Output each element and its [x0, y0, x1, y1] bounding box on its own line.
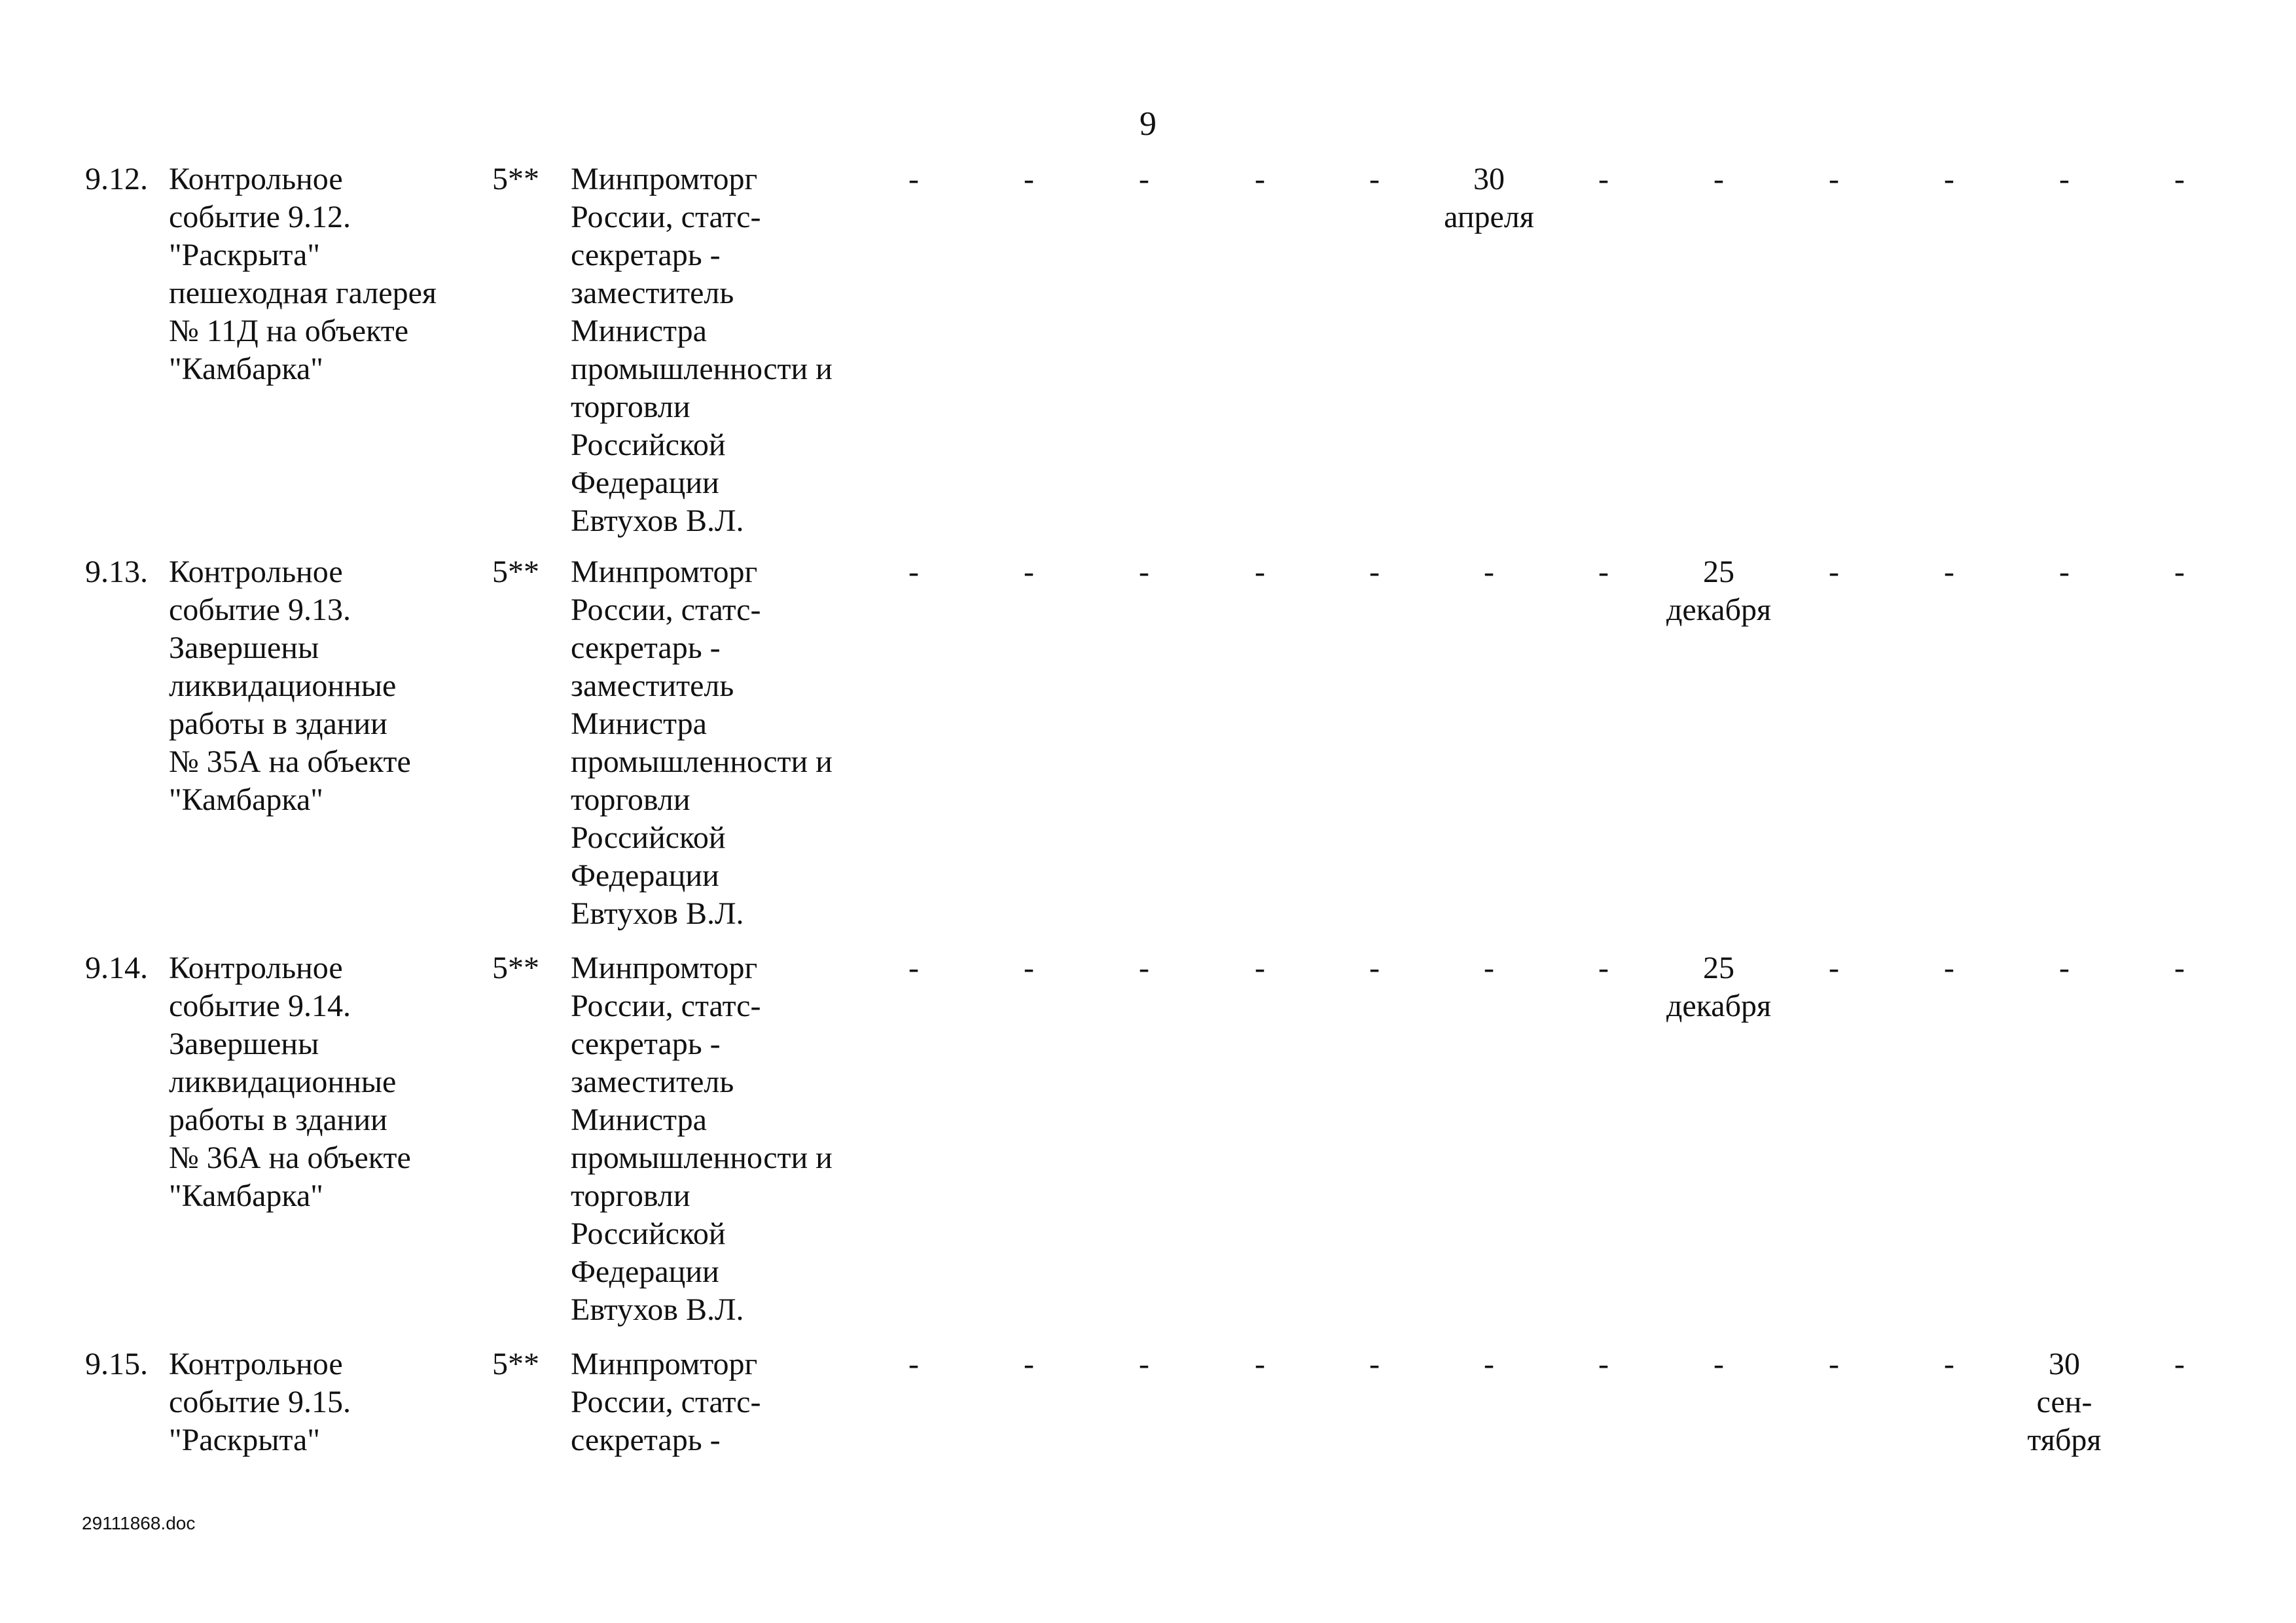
row-number: 9.14. [85, 951, 148, 985]
schedule-cell [1201, 160, 1319, 198]
schedule-cell [1545, 553, 1662, 591]
page-number: 9 [1139, 105, 1157, 143]
schedule-cell [1545, 1345, 1662, 1383]
schedule-cell [1201, 949, 1319, 987]
schedule-dash: - [1713, 162, 1724, 196]
responsible-line: промышленности и [571, 744, 833, 779]
event-description [169, 553, 411, 819]
responsible-line: секретарь - [571, 238, 721, 272]
schedule-cell [1775, 160, 1893, 198]
schedule-cell [2005, 553, 2123, 591]
responsible-line: Российской [571, 428, 726, 462]
schedule-dash: - [1255, 1347, 1265, 1381]
schedule-dash: - [1369, 162, 1380, 196]
description-line: Завершены [169, 630, 319, 665]
schedule-dash: - [1255, 951, 1265, 985]
description-line: Контрольное [169, 555, 343, 589]
schedule-cell [1201, 1345, 1319, 1383]
schedule-cell [1660, 160, 1778, 198]
schedule-dash: - [1484, 555, 1494, 589]
schedule-date: апреля [1444, 200, 1534, 234]
schedule-dash: - [1829, 555, 1839, 589]
schedule-dash: - [1829, 951, 1839, 985]
responsible-line: Минпромторг [571, 1347, 758, 1381]
responsible-line: торговли [571, 782, 691, 817]
responsible-party [571, 949, 833, 1329]
schedule-cell [2005, 1345, 2123, 1459]
responsible-line: заместитель [571, 668, 734, 703]
schedule-cell [1890, 949, 2008, 987]
schedule-cell [1890, 553, 2008, 591]
responsible-line: Минпромторг [571, 951, 758, 985]
schedule-cell [1430, 1345, 1548, 1383]
schedule-date: 30 [1473, 162, 1505, 196]
schedule-cell [855, 1345, 973, 1383]
schedule-cell [970, 553, 1088, 591]
schedule-cell [970, 160, 1088, 198]
description-line: № 35А на объекте [169, 744, 411, 779]
schedule-dash: - [1139, 951, 1149, 985]
schedule-dash: - [1139, 1347, 1149, 1381]
schedule-cell [1316, 553, 1433, 591]
description-line: Контрольное [169, 1347, 343, 1381]
schedule-cell [1660, 553, 1778, 629]
schedule-cell [1775, 949, 1893, 987]
row-number: 9.13. [85, 555, 148, 589]
schedule-date: декабря [1666, 989, 1772, 1023]
responsible-line: Минпромторг [571, 162, 758, 196]
event-description [169, 949, 411, 1215]
priority-code: 5** [492, 951, 539, 985]
schedule-dash: - [908, 1347, 919, 1381]
description-line: пешеходная галерея [169, 276, 437, 310]
schedule-cell [1545, 949, 1662, 987]
priority-code: 5** [492, 1347, 539, 1381]
schedule-cell [1085, 160, 1203, 198]
description-line: работы в здании [169, 1103, 387, 1137]
schedule-dash: - [1598, 951, 1609, 985]
description-line: Контрольное [169, 951, 343, 985]
schedule-dash: - [1484, 951, 1494, 985]
schedule-dash: - [1255, 162, 1265, 196]
schedule-cell [1316, 160, 1433, 198]
description-line: № 11Д на объекте [169, 314, 409, 348]
schedule-dash: - [1369, 555, 1380, 589]
schedule-cell [855, 949, 973, 987]
schedule-dash: - [1024, 951, 1034, 985]
responsible-line: Евтухов В.Л. [571, 1292, 744, 1327]
schedule-dash: - [2059, 555, 2070, 589]
schedule-cell [1775, 553, 1893, 591]
schedule-dash: - [1944, 1347, 1954, 1381]
schedule-dash: - [2174, 1347, 2185, 1381]
schedule-cell [2005, 160, 2123, 198]
schedule-dash: - [1139, 555, 1149, 589]
responsible-party [571, 160, 833, 540]
description-line: событие 9.15. [169, 1385, 351, 1419]
responsible-line: секретарь - [571, 630, 721, 665]
schedule-cell [1430, 160, 1548, 236]
schedule-date: тября [2027, 1423, 2102, 1457]
row-number: 9.15. [85, 1347, 148, 1381]
schedule-dash: - [2059, 951, 2070, 985]
schedule-date: 30 [2049, 1347, 2080, 1381]
schedule-dash: - [2174, 951, 2185, 985]
schedule-dash: - [1829, 1347, 1839, 1381]
schedule-dash: - [2174, 162, 2185, 196]
schedule-cell [855, 160, 973, 198]
schedule-cell [2121, 1345, 2238, 1383]
schedule-dash: - [1944, 555, 1954, 589]
schedule-cell [1085, 553, 1203, 591]
schedule-cell [1890, 160, 2008, 198]
schedule-date: 25 [1703, 555, 1734, 589]
schedule-cell [2121, 949, 2238, 987]
schedule-dash: - [908, 555, 919, 589]
schedule-dash: - [1829, 162, 1839, 196]
schedule-dash: - [1369, 1347, 1380, 1381]
schedule-cell [1430, 553, 1548, 591]
schedule-dash: - [908, 951, 919, 985]
responsible-line: Федерации [571, 465, 719, 500]
schedule-cell [970, 949, 1088, 987]
schedule-dash: - [1713, 1347, 1724, 1381]
description-line: ликвидационные [169, 1065, 397, 1099]
responsible-line: Российской [571, 820, 726, 855]
responsible-line: Минпромторг [571, 555, 758, 589]
schedule-dash: - [2059, 162, 2070, 196]
description-line: событие 9.13. [169, 593, 351, 627]
schedule-dash: - [908, 162, 919, 196]
schedule-dash: - [1484, 1347, 1494, 1381]
description-line: "Камбарка" [169, 782, 323, 817]
responsible-line: Министра [571, 1103, 707, 1137]
schedule-dash: - [1024, 1347, 1034, 1381]
responsible-line: Министра [571, 706, 707, 741]
responsible-line: России, статс- [571, 593, 761, 627]
schedule-cell [2121, 553, 2238, 591]
schedule-date: 25 [1703, 951, 1734, 985]
description-line: "Камбарка" [169, 352, 323, 386]
schedule-dash: - [1598, 162, 1609, 196]
responsible-party [571, 1345, 761, 1459]
responsible-line: Российской [571, 1216, 726, 1251]
description-line: "Раскрыта" [169, 1423, 320, 1457]
responsible-line: промышленности и [571, 1140, 833, 1175]
schedule-cell [1890, 1345, 2008, 1383]
document-filename: 29111868.doc [82, 1513, 196, 1533]
schedule-dash: - [2174, 555, 2185, 589]
schedule-dash: - [1255, 555, 1265, 589]
priority-code: 5** [492, 555, 539, 589]
schedule-cell [1085, 949, 1203, 987]
description-line: Завершены [169, 1027, 319, 1061]
responsible-line: торговли [571, 390, 691, 424]
responsible-party [571, 553, 833, 933]
responsible-line: Федерации [571, 858, 719, 893]
event-description [169, 160, 437, 388]
description-line: событие 9.12. [169, 200, 351, 234]
schedule-dash: - [1944, 951, 1954, 985]
schedule-cell [2005, 949, 2123, 987]
responsible-line: России, статс- [571, 989, 761, 1023]
responsible-line: секретарь - [571, 1027, 721, 1061]
schedule-cell [1660, 949, 1778, 1025]
row-number: 9.12. [85, 162, 148, 196]
description-line: Контрольное [169, 162, 343, 196]
responsible-line: Федерации [571, 1254, 719, 1289]
description-line: "Камбарка" [169, 1178, 323, 1213]
responsible-line: Министра [571, 314, 707, 348]
responsible-line: заместитель [571, 1065, 734, 1099]
schedule-cell [1316, 949, 1433, 987]
responsible-line: промышленности и [571, 352, 833, 386]
responsible-line: Евтухов В.Л. [571, 896, 744, 931]
schedule-cell [1660, 1345, 1778, 1383]
responsible-line: Евтухов В.Л. [571, 503, 744, 538]
responsible-line: России, статс- [571, 200, 761, 234]
schedule-dash: - [1944, 162, 1954, 196]
description-line: № 36А на объекте [169, 1140, 411, 1175]
description-line: работы в здании [169, 706, 387, 741]
responsible-line: России, статс- [571, 1385, 761, 1419]
schedule-cell [1775, 1345, 1893, 1383]
schedule-cell [1316, 1345, 1433, 1383]
description-line: "Раскрыта" [169, 238, 320, 272]
schedule-dash: - [1024, 555, 1034, 589]
schedule-dash: - [1598, 1347, 1609, 1381]
schedule-cell [970, 1345, 1088, 1383]
schedule-dash: - [1024, 162, 1034, 196]
schedule-date: декабря [1666, 593, 1772, 627]
responsible-line: заместитель [571, 276, 734, 310]
schedule-dash: - [1139, 162, 1149, 196]
schedule-date: сен- [2036, 1385, 2092, 1419]
schedule-cell [1085, 1345, 1203, 1383]
responsible-line: торговли [571, 1178, 691, 1213]
schedule-cell [2121, 160, 2238, 198]
event-description [169, 1345, 351, 1459]
schedule-cell [1545, 160, 1662, 198]
description-line: событие 9.14. [169, 989, 351, 1023]
description-line: ликвидационные [169, 668, 397, 703]
priority-code: 5** [492, 162, 539, 196]
schedule-cell [855, 553, 973, 591]
schedule-cell [1201, 553, 1319, 591]
schedule-cell [1430, 949, 1548, 987]
schedule-dash: - [1369, 951, 1380, 985]
schedule-dash: - [1598, 555, 1609, 589]
responsible-line: секретарь - [571, 1423, 721, 1457]
